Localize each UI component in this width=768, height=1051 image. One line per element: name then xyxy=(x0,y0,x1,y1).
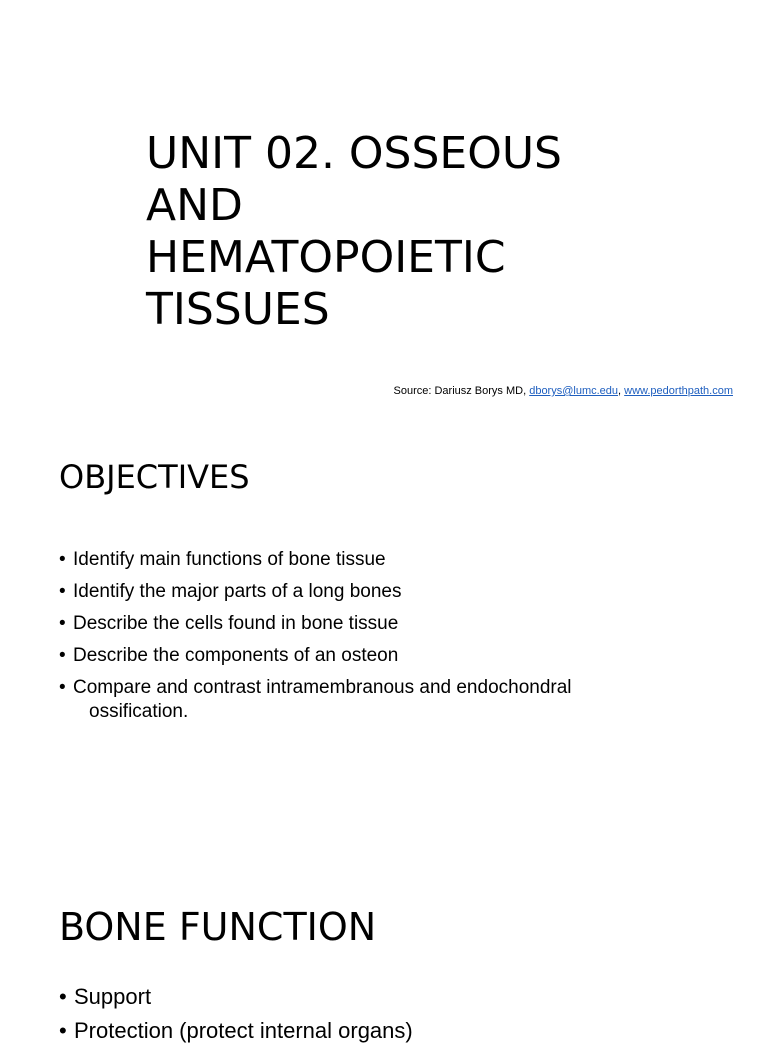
source-separator: , xyxy=(618,385,625,397)
objective-item xyxy=(59,548,679,572)
bullet-icon: • xyxy=(59,984,67,1009)
bullet-icon: • xyxy=(59,645,66,666)
objective-text-continued: ossification. xyxy=(89,701,189,722)
objective-item xyxy=(59,676,679,724)
objective-text: Compare and contrast intramembranous and endochondral xyxy=(73,677,572,698)
function-text: Support xyxy=(74,984,152,1009)
objective-text: Identify the major parts of a long bones xyxy=(73,581,402,602)
objectives-heading: OBJECTIVES xyxy=(59,458,250,496)
slide-title: UNIT 02. OSSEOUS AND HEMATOPOIETIC TISSUES xyxy=(146,128,562,335)
function-text: Protection (protect internal organs) xyxy=(74,1018,413,1043)
function-item xyxy=(59,983,679,1011)
objective-text: Identify main functions of bone tissue xyxy=(73,549,386,570)
bone-function-heading: BONE FUNCTION xyxy=(59,905,377,949)
source-email-link[interactable]: dborys@lumc.edu xyxy=(529,385,619,397)
objective-item xyxy=(59,612,679,636)
source-prefix: Source: Dariusz Borys MD, xyxy=(393,385,530,397)
objective-text: Describe the cells found in bone tissue xyxy=(73,613,399,634)
function-item xyxy=(59,1017,679,1045)
bullet-icon: • xyxy=(59,677,66,698)
bullet-icon: • xyxy=(59,581,66,602)
objectives-list xyxy=(59,548,679,732)
objective-text: Describe the components of an osteon xyxy=(73,645,399,666)
objective-item xyxy=(59,644,679,668)
bullet-icon: • xyxy=(59,613,66,634)
bullet-icon: • xyxy=(59,1018,67,1043)
source-website-link[interactable]: www.pedorthpath.com xyxy=(624,385,733,397)
bullet-icon: • xyxy=(59,549,66,570)
source-attribution xyxy=(394,384,734,398)
objective-item xyxy=(59,580,679,604)
bone-function-list xyxy=(59,983,679,1051)
